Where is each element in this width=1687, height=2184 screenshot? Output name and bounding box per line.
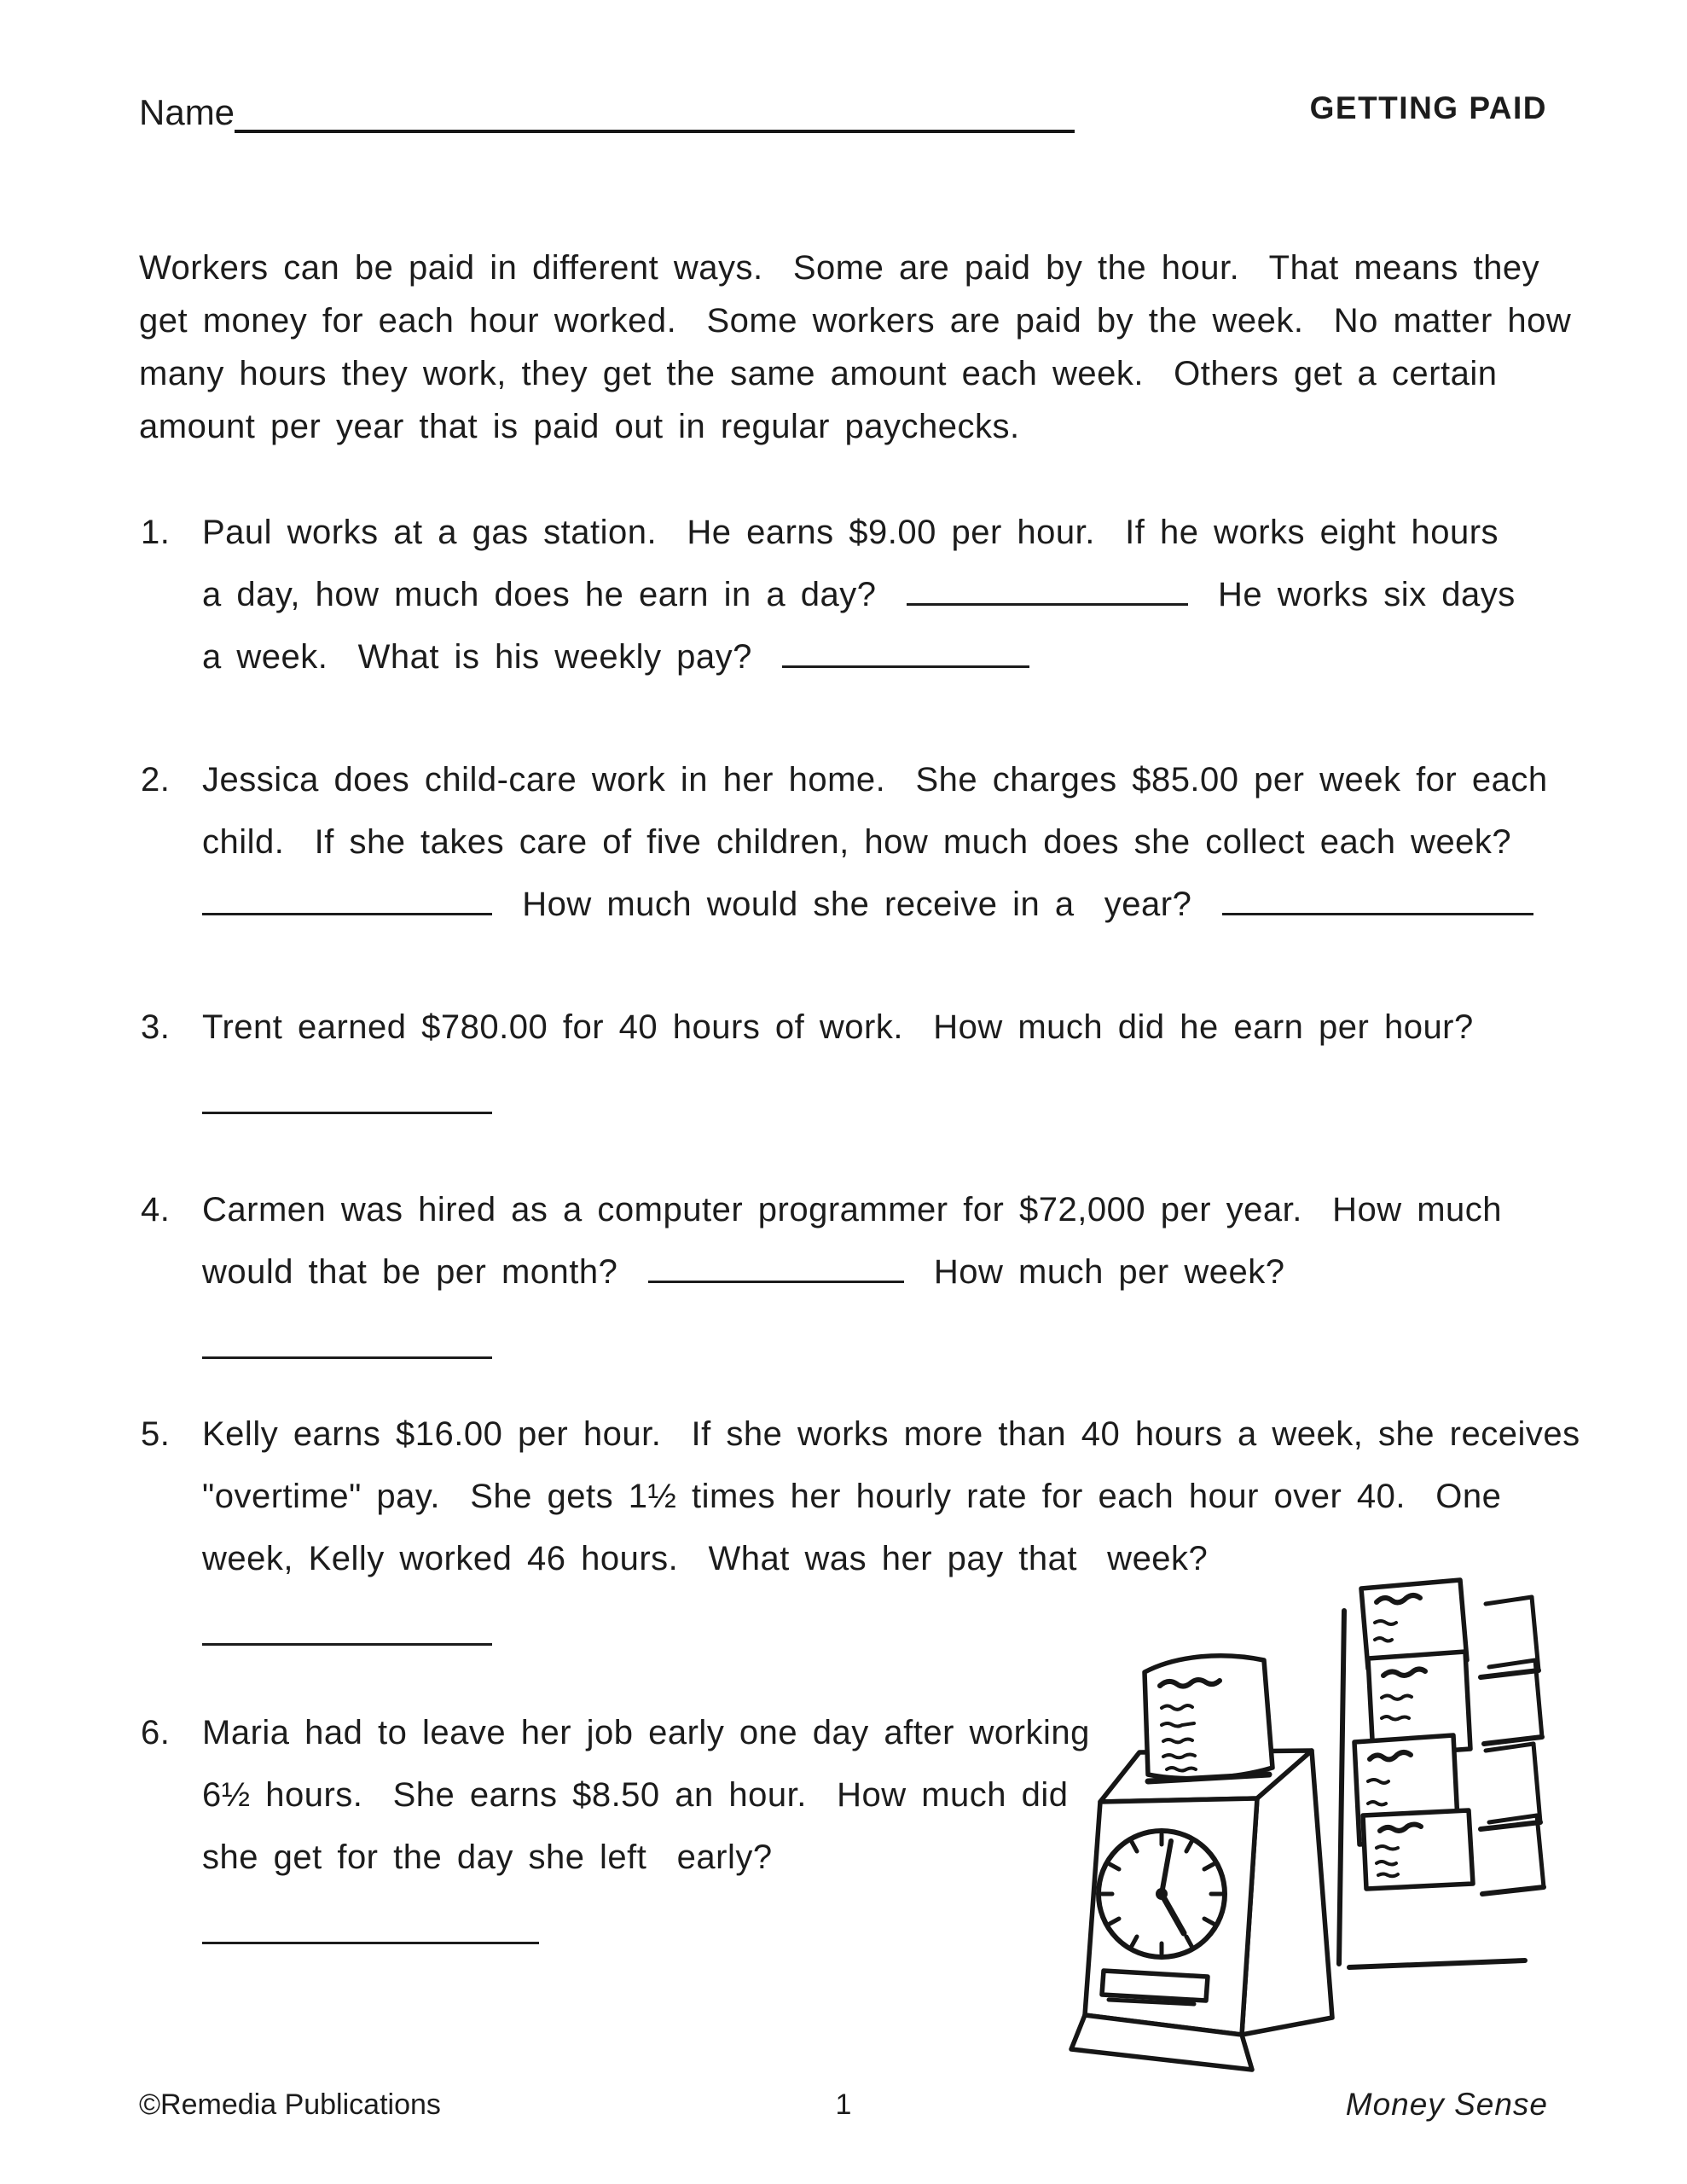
question-line — [202, 749, 1606, 811]
footer-page-number: 1 — [835, 2088, 852, 2121]
answer-blank[interactable] — [202, 880, 492, 915]
answer-blank[interactable] — [1222, 880, 1533, 915]
footer-copyright: ©Remedia Publications — [139, 2088, 441, 2121]
footer-book-title: Money Sense — [1345, 2087, 1548, 2122]
answer-blank[interactable] — [202, 1611, 492, 1646]
text-segment: Kelly earns $16.00 per hour. If she works more than 40 hours a week, she receives — [202, 1415, 1580, 1453]
answer-blank[interactable] — [782, 633, 1029, 668]
time-card-icon — [1363, 1810, 1473, 1889]
time-clock-icon — [1071, 1656, 1332, 2070]
text-segment: How much per week? — [903, 1253, 1285, 1291]
answer-blank[interactable] — [202, 1079, 492, 1114]
text-segment: Carmen was hired as a computer programmer for $72,000 per year. How much — [202, 1191, 1503, 1228]
question-line — [202, 502, 1606, 564]
text-segment: Trent earned $780.00 for 40 hours of work. How much did he earn per hour? — [202, 1008, 1474, 1046]
text-segment: "overtime" pay. She gets 1½ times her hourly rate for each hour over 40. One — [202, 1478, 1502, 1515]
question-line — [202, 1317, 1606, 1380]
question-line — [202, 1179, 1606, 1241]
answer-blank[interactable] — [648, 1248, 904, 1283]
page-title: GETTING PAID — [1309, 90, 1547, 125]
question-number: 2. — [141, 761, 171, 799]
text-segment: How much would she receive in a year? — [492, 886, 1222, 923]
intro-line: amount per year that is paid out in regular paychecks. — [139, 408, 1020, 445]
text-segment: would that be per month? — [202, 1253, 648, 1291]
answer-blank[interactable] — [907, 571, 1188, 606]
text-segment: child. If she takes care of five children, how much does she collect each week? — [202, 823, 1512, 861]
question — [139, 1179, 1606, 1380]
name-blank-line[interactable] — [235, 85, 1075, 133]
question-number: 4. — [141, 1191, 171, 1228]
question-line — [202, 1241, 1606, 1304]
time-clock-illustration — [1049, 1570, 1687, 2116]
text-segment: Maria had to leave her job early one day after working — [202, 1714, 1090, 1751]
text-segment: 6½ hours. She earns $8.50 an hour. How much did — [202, 1776, 1069, 1814]
text-segment: Paul works at a gas station. He earns $9.00 per hour. If he works eight hours — [202, 514, 1499, 551]
question-number: 3. — [141, 1008, 171, 1046]
bottom-slot-icon — [1102, 1971, 1208, 2001]
answer-blank[interactable] — [202, 1324, 492, 1359]
answer-blank[interactable] — [202, 1909, 539, 1944]
text-segment: week, Kelly worked 46 hours. What was her pay that week? — [202, 1540, 1209, 1577]
text-segment: a day, how much does he earn in a day? — [202, 576, 907, 613]
question-line — [202, 626, 1606, 688]
text-segment: Jessica does child-care work in her home. She charges $85.00 per week for each — [202, 761, 1548, 799]
question — [139, 749, 1606, 936]
question-line — [202, 874, 1606, 936]
question-line — [202, 811, 1606, 874]
question-line — [202, 1072, 1606, 1135]
intro-line: Workers can be paid in different ways. Some are paid by the hour. That means they — [139, 249, 1540, 287]
question-number: 6. — [141, 1714, 171, 1751]
question-number: 5. — [141, 1415, 171, 1453]
text-segment: He works six days — [1187, 576, 1516, 613]
question-line — [202, 564, 1606, 626]
intro-line: many hours they work, they get the same amount each week. Others get a certain — [139, 355, 1498, 392]
question-line — [202, 1466, 1606, 1528]
question-number: 1. — [141, 514, 171, 551]
card-rack-icon — [1339, 1580, 1544, 1967]
text-segment: a week. What is his weekly pay? — [202, 638, 783, 676]
clock-face-icon — [1099, 1831, 1225, 1957]
question-line — [202, 996, 1606, 1059]
text-segment: she get for the day she left early? — [202, 1838, 773, 1876]
name-row — [139, 85, 1075, 133]
name-label: Name — [139, 92, 235, 132]
intro-line: get money for each hour worked. Some workers are paid by the week. No matter how — [139, 302, 1572, 340]
intro-paragraph — [139, 241, 1571, 453]
question-line — [202, 1403, 1606, 1466]
punch-card-icon — [1145, 1656, 1272, 1781]
question — [139, 502, 1606, 688]
question — [139, 996, 1606, 1135]
